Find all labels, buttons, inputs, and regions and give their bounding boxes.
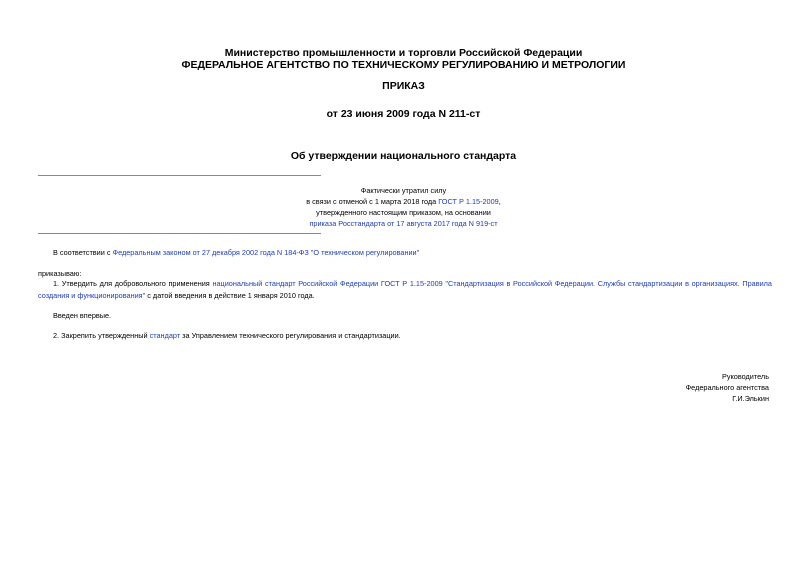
top-divider	[38, 175, 321, 176]
rosstandart-order-link[interactable]: приказа Росстандарта от 17 августа 2017 года N 919-ст	[309, 219, 498, 228]
item-2-suffix: за Управлением технического регулирования и стандартизации.	[180, 331, 401, 340]
gost-link[interactable]: ГОСТ Р 1.15-2009	[438, 197, 499, 206]
status-line-2-suffix: ,	[498, 197, 501, 206]
document-date-number: от 23 июня 2009 года N 211-ст	[326, 108, 481, 120]
signature-role-2: Федерального агентства	[685, 383, 769, 392]
item-2-prefix: 2. Закрепить утвержденный	[53, 331, 150, 340]
document-title: Об утверждении национального стандарта	[290, 150, 517, 162]
status-line-1: Фактически утратил силу	[360, 186, 447, 195]
ministry-name: Министерство промышленности и торговли Российской Федерации	[224, 47, 583, 59]
item-1	[38, 278, 772, 301]
federal-law-link[interactable]: Федеральным законом от 27 декабря 2002 года N 184-ФЗ "О техническом регулировании"	[112, 248, 420, 257]
item-2	[53, 330, 401, 342]
bottom-divider	[38, 233, 321, 234]
item-1-prefix: 1. Утвердить для добровольного применения	[53, 279, 213, 288]
status-line-4	[0, 218, 807, 230]
legal-basis-prefix: В соответствии с	[53, 248, 113, 257]
legal-basis	[53, 247, 419, 259]
status-line-2	[0, 196, 807, 208]
introduced-note: Введен впервые.	[53, 311, 112, 320]
status-line-2-prefix: в связи с отменой с 1 марта 2018 года	[306, 197, 439, 206]
document-type: ПРИКАЗ	[382, 80, 425, 92]
item-1-suffix: с датой введения в действие 1 января 2010 года.	[145, 290, 315, 300]
signature-name: Г.И.Элькин	[732, 394, 769, 403]
order-word: приказываю:	[38, 269, 82, 278]
national-standard-link[interactable]: национальный стандарт Российской Федерации ГОСТ Р 1.15-2009 "Стандартизация в Российской Федерации. Службы стандартизации в организациях. Правила создания и функционирования"	[38, 279, 772, 300]
signature-role-1: Руководитель	[721, 372, 769, 381]
standard-link[interactable]: стандарт	[149, 331, 181, 340]
agency-name: ФЕДЕРАЛЬНОЕ АГЕНТСТВО ПО ТЕХНИЧЕСКОМУ РЕГУЛИРОВАНИЮ И МЕТРОЛОГИИ	[181, 59, 626, 71]
status-line-3: утвержденного настоящим приказом, на основании	[316, 208, 491, 217]
